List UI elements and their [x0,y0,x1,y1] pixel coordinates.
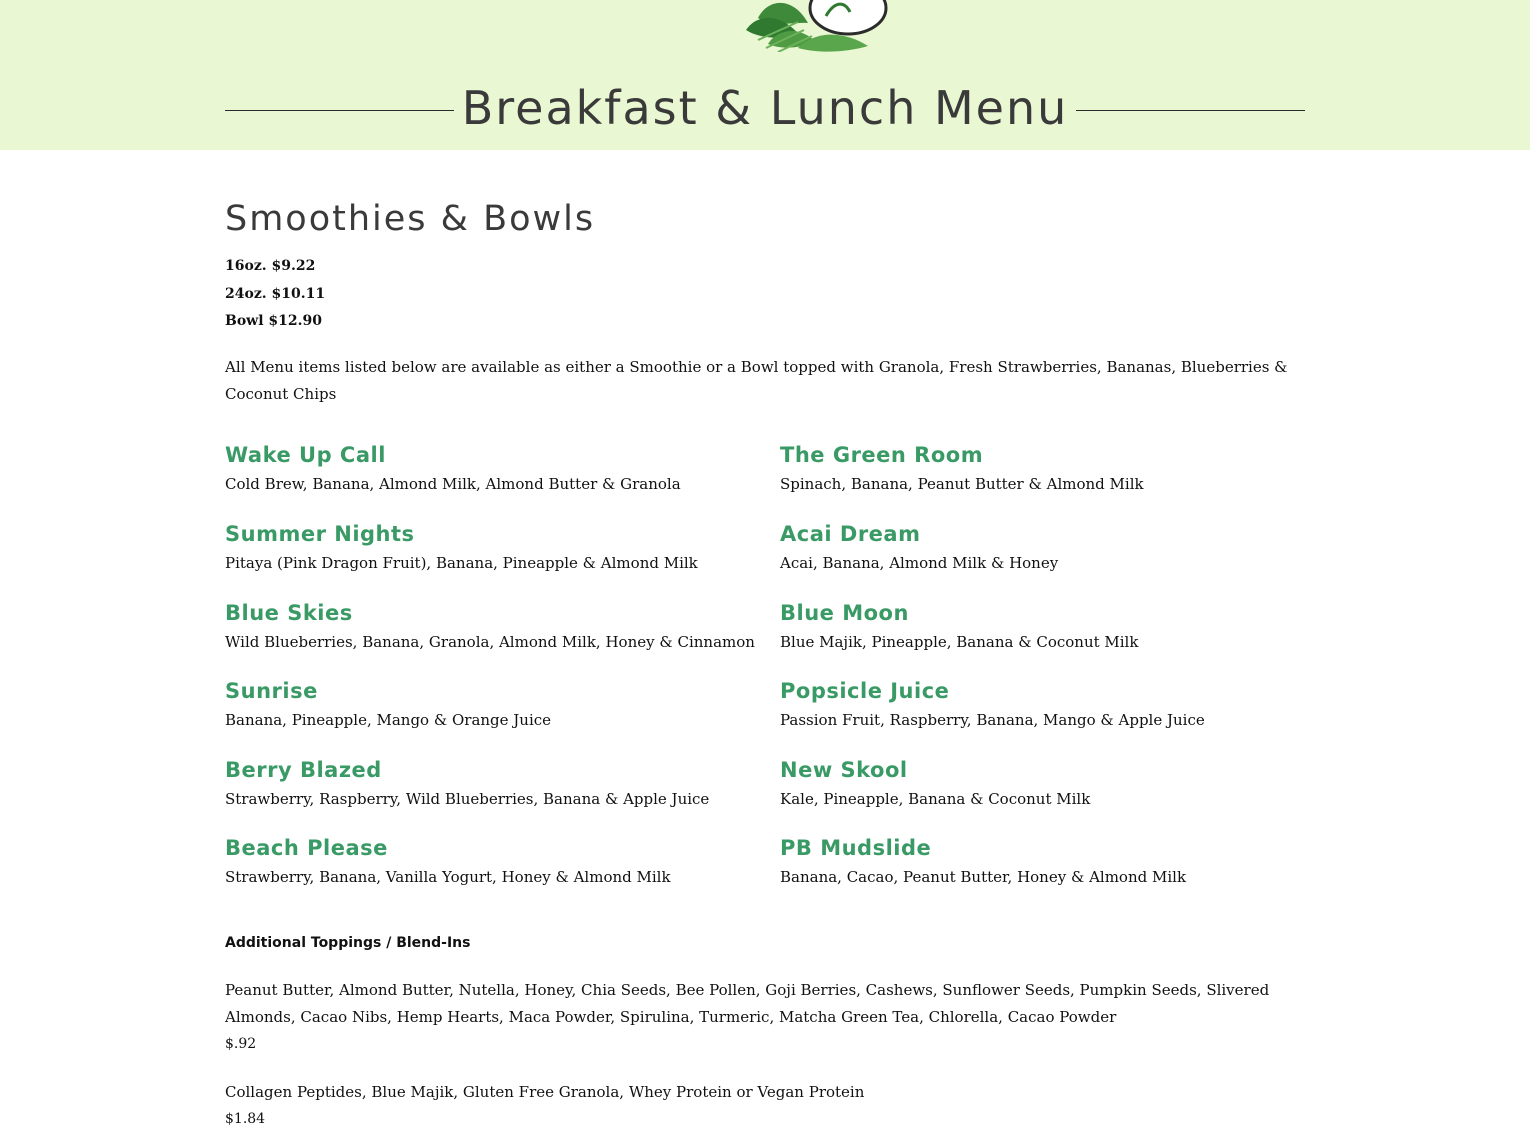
menu-item-desc: Kale, Pineapple, Banana & Coconut Milk [780,790,1091,808]
menu-item-desc: Blue Majik, Pineapple, Banana & Coconut Milk [780,633,1139,651]
menu-item-desc: Passion Fruit, Raspberry, Banana, Mango & Apple Juice [780,711,1205,729]
menu-item-name: PB Mudslide [780,836,932,860]
menu-item [225,677,765,730]
toppings-title: Additional Toppings / Blend-Ins [225,935,471,951]
leaf-bowl-logo-icon [738,0,890,52]
menu-item [780,834,1320,887]
page-title: Breakfast & Lunch Menu [461,81,1069,135]
header-banner [0,0,1530,150]
menu-item-desc: Banana, Pineapple, Mango & Orange Juice [225,711,552,729]
menu-item [225,834,765,887]
menu-item-desc: Pitaya (Pink Dragon Fruit), Banana, Pineapple & Almond Milk [225,554,698,572]
title-divider-right [1076,110,1305,111]
topping-list: Peanut Butter, Almond Butter, Nutella, Honey, Chia Seeds, Bee Pollen, Goji Berries, Cashews, Sunflower Seeds, Pumpkin Seeds, Slivered Almonds, Cacao Nibs, Hemp Hearts, Maca Powder, Spirulina, Turmeric, Matcha Green Tea, Chlorella, Cacao Powder [225,981,1270,1026]
menu-item [780,677,1320,730]
menu-item [225,756,765,809]
menu-intro-text: All Menu items listed below are available as either a Smoothie or a Bowl topped with Granola, Fresh Strawberries, Bananas, Blueberries & Coconut Chips [225,358,1288,403]
menu-item-name: Summer Nights [225,522,415,546]
menu-item-name: Blue Skies [225,601,353,625]
menu-item [780,520,1320,573]
menu-item-name: Acai Dream [780,522,921,546]
menu-item-name: Beach Please [225,836,388,860]
menu-item-name: Wake Up Call [225,443,386,467]
menu-item-name: Popsicle Juice [780,679,950,703]
topping-price: $.92 [225,1036,257,1052]
menu-item-name: Blue Moon [780,601,909,625]
price-bowl: Bowl $12.90 [225,313,322,329]
menu-item [780,756,1320,809]
menu-item-name: Berry Blazed [225,758,382,782]
menu-item-name: The Green Room [780,443,984,467]
menu-item [225,520,765,573]
title-divider-left [225,110,454,111]
menu-item [780,441,1320,494]
menu-item-desc: Acai, Banana, Almond Milk & Honey [780,554,1059,572]
price-24oz: 24oz. $10.11 [225,286,326,302]
menu-item-name: New Skool [780,758,908,782]
menu-item [225,599,765,652]
menu-item [225,441,765,494]
menu-item-desc: Cold Brew, Banana, Almond Milk, Almond Butter & Granola [225,475,681,493]
menu-item-name: Sunrise [225,679,318,703]
menu-item-desc: Strawberry, Raspberry, Wild Blueberries, Banana & Apple Juice [225,790,710,808]
menu-item-desc: Spinach, Banana, Peanut Butter & Almond Milk [780,475,1144,493]
menu-item-desc: Banana, Cacao, Peanut Butter, Honey & Almond Milk [780,868,1187,886]
topping-price: $1.84 [225,1111,266,1127]
price-16oz: 16oz. $9.22 [225,258,316,274]
menu-item-desc: Wild Blueberries, Banana, Granola, Almond Milk, Honey & Cinnamon [225,633,755,651]
menu-item [780,599,1320,652]
menu-item-desc: Strawberry, Banana, Vanilla Yogurt, Honey & Almond Milk [225,868,671,886]
topping-list: Collagen Peptides, Blue Majik, Gluten Free Granola, Whey Protein or Vegan Protein [225,1083,865,1101]
section-title: Smoothies & Bowls [225,199,596,239]
